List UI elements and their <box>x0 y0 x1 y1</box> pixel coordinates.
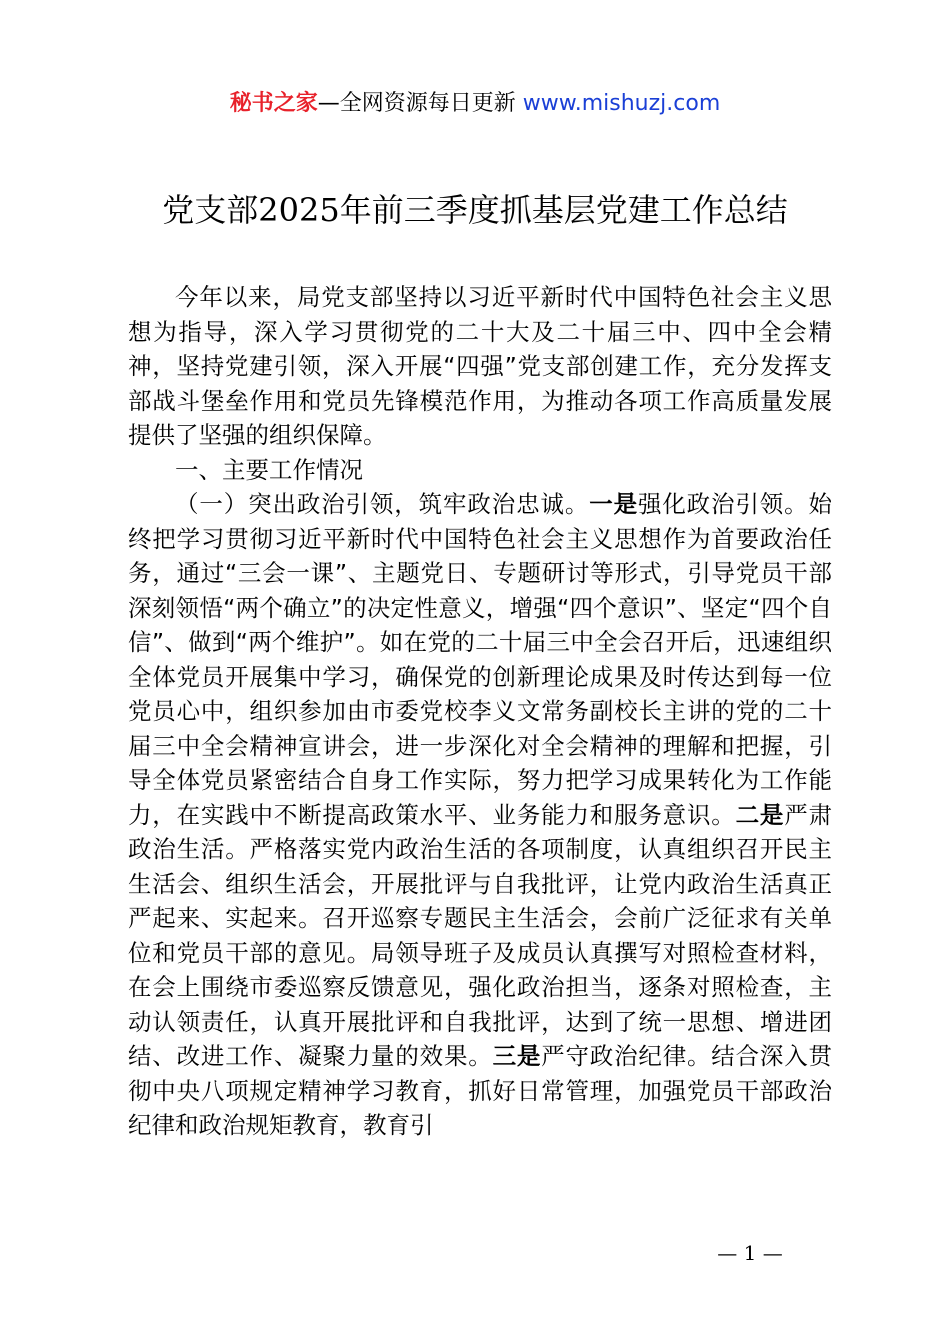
header-tagline: —全网资源每日更新 <box>317 91 523 116</box>
point-one-text: 强化政治引领。始终把学习贯彻习近平新时代中国特色社会主义思想作为首要政治任务，通过“三会一课”、主题党日、专题研讨等形式，引导党员干部深刻领悟“两个确立”的决定性意义，增强“四个意识”、坚定“四个自信”、做到“两个维护”。如在党的二十届三中全会召开后，迅速组织全体党员开展集中学习，确保党的创新理论成果及时传达到每一位党员心中，组织参加由市委党校李义文常务副校长主讲的党的二十届三中全会精神宣讲会，进一步深化对全会精神的理解和把握，引导全体党员紧密结合自身工作实际，努力把学习成果转化为工作能力，在实践中不断提高政策水平、业务能力和服务意识。 <box>128 490 833 829</box>
site-header <box>0 88 950 120</box>
site-url-link[interactable]: www.mishuzj.com <box>522 91 721 116</box>
point-three-text: 严守政治纪律。结合深入贯彻中央八项规定精神学习教育，抓好日常管理，加强党员干部政治纪律和政治规矩教育，教育引 <box>128 1042 833 1139</box>
point-one-marker: 一是 <box>589 490 638 518</box>
page-number: — 1 — <box>717 1241 783 1265</box>
document-body <box>128 280 832 1143</box>
subsection-paragraph <box>128 487 832 1143</box>
section-heading: 一、主要工作情况 <box>175 455 363 484</box>
subsection-heading: （一）突出政治引领，筑牢政治忠诚。 <box>175 490 590 518</box>
point-three-marker: 三是 <box>492 1042 542 1070</box>
intro-paragraph: 今年以来，局党支部坚持以习近平新时代中国特色社会主义思想为指导，深入学习贯彻党的二十大及二十届三中、四中全会精神，坚持党建引领，深入开展“四强”党支部创建工作，充分发挥支部战斗堡垒作用和党员先锋模范作用，为推动各项工作高质量发展提供了坚强的组织保障。 <box>128 283 832 449</box>
point-two-marker: 二是 <box>735 800 785 829</box>
document-title: 党支部2025年前三季度抓基层党建工作总结 <box>162 191 788 229</box>
point-two-text: 严肃政治生活。严格落实党内政治生活的各项制度，认真组织召开民主生活会、组织生活会，开展批评与自我批评，让党内政治生活真正严起来、实起来。召开巡察专题民主生活会，会前广泛征求有关单位和党员干部的意见。局领导班子及成员认真撰写对照检查材料，在会上围绕市委巡察反馈意见，强化政治担当，逐条对照检查，主动认领责任，认真开展批评和自我批评，达到了统一思想、增进团结、改进工作、凝聚力量的效果。 <box>128 800 833 1070</box>
brand-name: 秘书之家 <box>229 91 318 116</box>
